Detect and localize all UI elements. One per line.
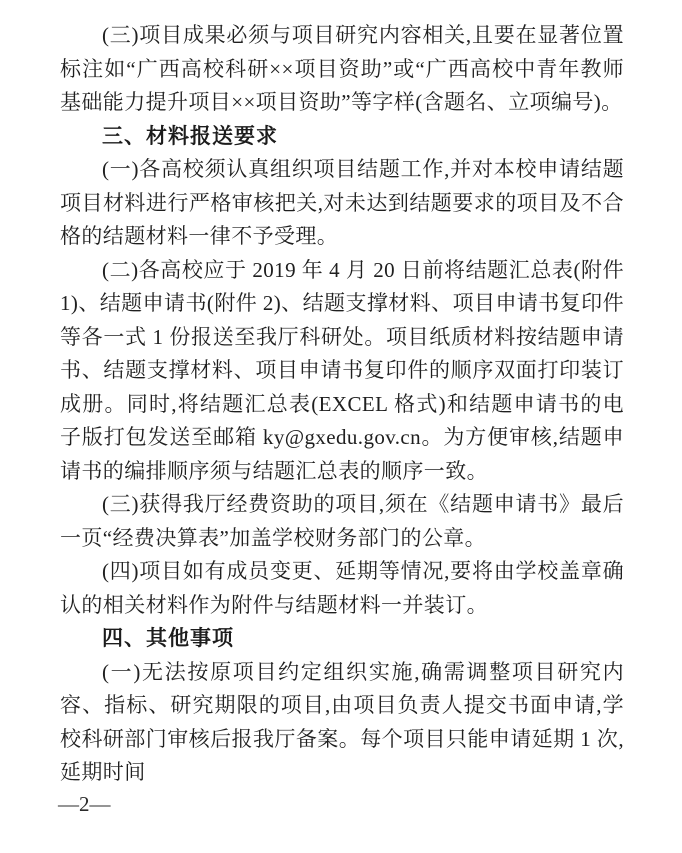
document-body bbox=[60, 19, 624, 790]
paragraph-adjustment-extension: (一)无法按原项目约定组织实施,确需调整项目研究内容、指标、研究期限的项目,由项目负责人提交书面申请,学校科研部门审核后报我厅备案。每个项目只能申请延期 1 次,延期时间 bbox=[60, 659, 624, 784]
section-heading-other-matters: 四、其他事项 bbox=[102, 627, 234, 650]
page-number: —2— bbox=[58, 792, 111, 816]
paragraph-project-results-labeling: (三)项目成果必须与项目研究内容相关,且要在显著位置标注如“广西高校科研××项目资助”或“广西高校中青年教师基础能力提升项目××项目资助”等字样(含题名、立项编号)。 bbox=[60, 23, 624, 114]
paragraph-member-change-binding: (四)项目如有成员变更、延期等情况,要将由学校盖章确认的相关材料作为附件与结题材料一并装订。 bbox=[60, 559, 624, 617]
paragraph-school-review-requirement: (一)各高校须认真组织项目结题工作,并对本校申请结题项目材料进行严格审核把关,对未达到结题要求的项目及不合格的结题材料一律不予受理。 bbox=[60, 157, 624, 248]
paragraph-submission-deadline-details: (二)各高校应于 2019 年 4 月 20 日前将结题汇总表(附件 1)、结题申请书(附件 2)、结题支撑材料、项目申请书复印件等各一式 1 份报送至我厅科研处。项目纸质材料按结题申请书、结题支撑材料、项目申请书复印件的顺序双面打印装订成册。同时,将结题汇总表(EXCEL 格式)和结题申请书的电子版打包发送至邮箱 ky@gxedu.gov.cn。为方便审核,结题申请书的编排顺序须与结题汇总表的顺序一致。 bbox=[60, 257, 624, 483]
paragraph-funding-seal-requirement: (三)获得我厅经费资助的项目,须在《结题申请书》最后一页“经费决算表”加盖学校财务部门的公章。 bbox=[60, 492, 624, 550]
section-heading-material-submission: 三、材料报送要求 bbox=[102, 124, 278, 148]
